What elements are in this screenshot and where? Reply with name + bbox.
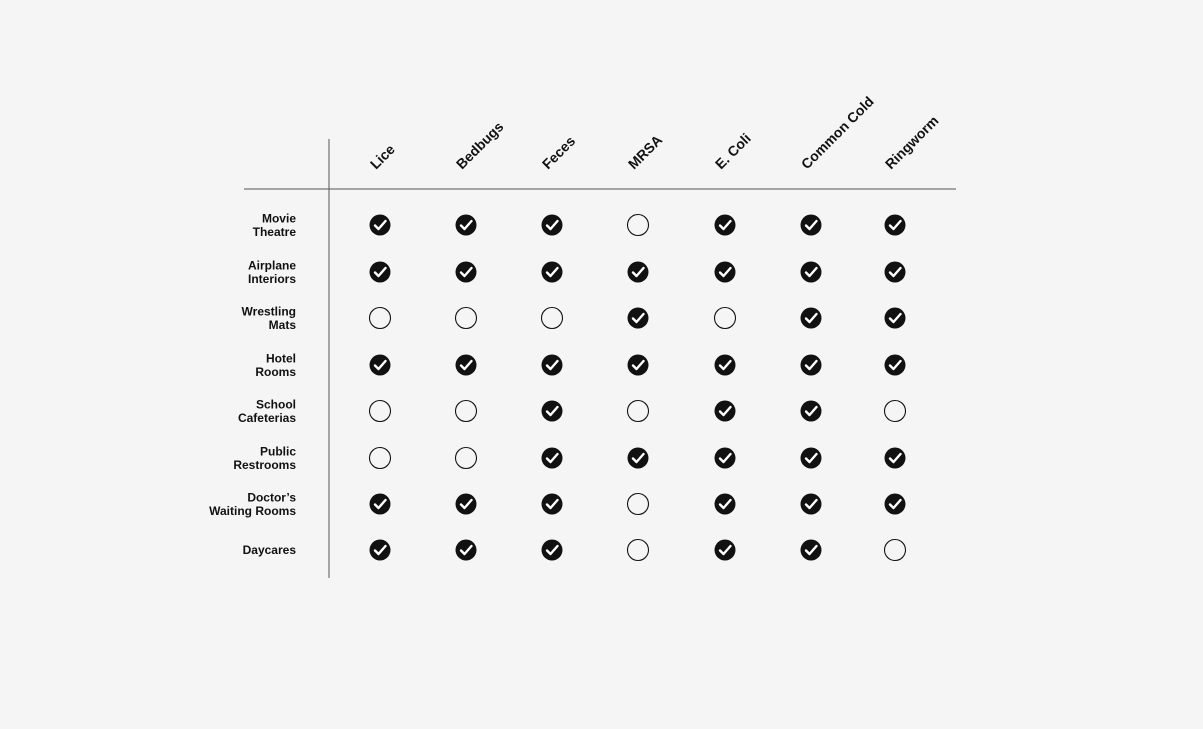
- check-circle-mark: [456, 494, 477, 515]
- check-filled-icon: [628, 308, 649, 329]
- check-filled-icon: [801, 355, 822, 376]
- row-header-line: Interiors: [247, 271, 296, 286]
- check-filled-icon: [456, 494, 477, 515]
- empty-circle-icon: [628, 494, 649, 515]
- column-header-lice: Lice: [366, 140, 398, 173]
- empty-circle-icon: [885, 401, 906, 422]
- check-circle-mark: [456, 540, 477, 561]
- column-header-common-cold: Common Cold: [797, 93, 877, 173]
- check-circle-mark: [801, 215, 822, 236]
- check-circle-mark: [885, 262, 906, 283]
- empty-circle-mark: [628, 215, 649, 236]
- check-circle-mark: [801, 448, 822, 469]
- empty-circle-mark: [715, 308, 736, 329]
- row-header-line: Restrooms: [233, 457, 296, 472]
- check-circle-mark: [542, 540, 563, 561]
- check-circle-mark: [801, 494, 822, 515]
- check-circle-mark: [542, 448, 563, 469]
- empty-circle-icon: [370, 308, 391, 329]
- empty-circle-icon: [370, 401, 391, 422]
- row-headers: [209, 211, 296, 557]
- check-circle-mark: [628, 308, 649, 329]
- empty-circle-icon: [456, 401, 477, 422]
- check-filled-icon: [885, 215, 906, 236]
- row-header-public-restrooms: [233, 444, 296, 472]
- check-circle-mark: [456, 355, 477, 376]
- row-header-line: Public: [259, 444, 296, 459]
- check-filled-icon: [885, 448, 906, 469]
- row-header-airplane-interiors: [248, 258, 296, 286]
- empty-circle-icon: [885, 540, 906, 561]
- check-circle-mark: [628, 262, 649, 283]
- empty-circle-mark: [628, 401, 649, 422]
- check-circle-mark: [370, 262, 391, 283]
- check-filled-icon: [456, 215, 477, 236]
- row-header-doctor-s-waiting-rooms: [209, 490, 296, 518]
- check-filled-icon: [801, 448, 822, 469]
- row-header-line: Rooms: [255, 364, 296, 379]
- check-circle-mark: [542, 262, 563, 283]
- row-header-wrestling-mats: [242, 304, 297, 332]
- empty-circle-mark: [885, 540, 906, 561]
- check-circle-mark: [801, 308, 822, 329]
- check-circle-mark: [542, 355, 563, 376]
- row-header-hotel-rooms: [255, 351, 296, 379]
- check-filled-icon: [370, 215, 391, 236]
- row-header-movie-theatre: [253, 211, 297, 239]
- column-headers: [367, 93, 942, 172]
- check-filled-icon: [801, 401, 822, 422]
- check-circle-mark: [801, 355, 822, 376]
- check-filled-icon: [370, 494, 391, 515]
- row-header-line: Cafeterias: [237, 410, 296, 425]
- check-filled-icon: [542, 215, 563, 236]
- check-circle-mark: [542, 215, 563, 236]
- check-circle-mark: [885, 215, 906, 236]
- row-header-school-cafeterias: [238, 397, 296, 425]
- check-filled-icon: [801, 262, 822, 283]
- row-header-line: Waiting Rooms: [209, 503, 296, 518]
- empty-circle-icon: [715, 308, 736, 329]
- matrix-cells: [370, 215, 906, 561]
- check-circle-mark: [715, 355, 736, 376]
- check-filled-icon: [885, 494, 906, 515]
- column-header-ringworm: Ringworm: [881, 112, 942, 173]
- check-filled-icon: [542, 401, 563, 422]
- empty-circle-mark: [628, 540, 649, 561]
- empty-circle-icon: [370, 448, 391, 469]
- check-circle-mark: [801, 262, 822, 283]
- row-header-line: Mats: [268, 317, 296, 332]
- check-circle-mark: [715, 494, 736, 515]
- check-filled-icon: [542, 355, 563, 376]
- check-filled-icon: [801, 494, 822, 515]
- check-filled-icon: [715, 401, 736, 422]
- empty-circle-mark: [885, 401, 906, 422]
- check-circle-mark: [715, 215, 736, 236]
- check-filled-icon: [456, 355, 477, 376]
- check-filled-icon: [715, 262, 736, 283]
- check-circle-mark: [456, 215, 477, 236]
- empty-circle-mark: [370, 401, 391, 422]
- check-filled-icon: [801, 215, 822, 236]
- check-filled-icon: [370, 540, 391, 561]
- empty-circle-icon: [456, 448, 477, 469]
- check-circle-mark: [456, 262, 477, 283]
- empty-circle-mark: [542, 308, 563, 329]
- check-filled-icon: [715, 448, 736, 469]
- check-filled-icon: [628, 355, 649, 376]
- row-header-line: Airplane: [247, 258, 296, 273]
- check-filled-icon: [715, 494, 736, 515]
- row-header-line: Theatre: [252, 224, 296, 239]
- column-header-feces: Feces: [538, 132, 579, 173]
- check-filled-icon: [542, 448, 563, 469]
- check-circle-mark: [370, 540, 391, 561]
- check-filled-icon: [542, 540, 563, 561]
- check-circle-mark: [628, 355, 649, 376]
- check-circle-mark: [715, 401, 736, 422]
- row-header-line: School: [255, 397, 296, 412]
- empty-circle-mark: [456, 308, 477, 329]
- empty-circle-icon: [628, 540, 649, 561]
- check-circle-mark: [370, 355, 391, 376]
- check-circle-mark: [370, 215, 391, 236]
- check-filled-icon: [715, 355, 736, 376]
- row-header-line: Wrestling: [241, 304, 296, 319]
- column-header-mrsa: MRSA: [624, 131, 666, 173]
- empty-circle-mark: [370, 308, 391, 329]
- check-circle-mark: [370, 494, 391, 515]
- check-circle-mark: [885, 448, 906, 469]
- check-filled-icon: [715, 540, 736, 561]
- check-filled-icon: [885, 355, 906, 376]
- check-circle-mark: [715, 448, 736, 469]
- column-header-e-coli: E. Coli: [711, 130, 754, 173]
- empty-circle-mark: [628, 494, 649, 515]
- check-circle-mark: [885, 355, 906, 376]
- check-filled-icon: [885, 308, 906, 329]
- row-header-line: Daycares: [242, 543, 296, 557]
- check-filled-icon: [801, 308, 822, 329]
- check-circle-mark: [715, 262, 736, 283]
- empty-circle-mark: [456, 448, 477, 469]
- check-filled-icon: [801, 540, 822, 561]
- check-filled-icon: [456, 262, 477, 283]
- empty-circle-icon: [628, 401, 649, 422]
- check-circle-mark: [715, 540, 736, 561]
- check-circle-mark: [885, 308, 906, 329]
- check-filled-icon: [370, 262, 391, 283]
- check-circle-mark: [542, 401, 563, 422]
- empty-circle-mark: [456, 401, 477, 422]
- check-filled-icon: [542, 494, 563, 515]
- check-filled-icon: [456, 540, 477, 561]
- empty-circle-icon: [456, 308, 477, 329]
- check-circle-mark: [801, 540, 822, 561]
- empty-circle-icon: [542, 308, 563, 329]
- empty-circle-mark: [370, 448, 391, 469]
- check-filled-icon: [542, 262, 563, 283]
- empty-circle-icon: [628, 215, 649, 236]
- check-filled-icon: [370, 355, 391, 376]
- check-filled-icon: [628, 262, 649, 283]
- check-filled-icon: [715, 215, 736, 236]
- check-filled-icon: [628, 448, 649, 469]
- row-header-line: Movie: [261, 211, 296, 226]
- row-header-daycares: [243, 543, 297, 557]
- row-header-line: Doctor’s: [247, 490, 296, 505]
- check-filled-icon: [885, 262, 906, 283]
- check-circle-mark: [801, 401, 822, 422]
- check-circle-mark: [885, 494, 906, 515]
- check-circle-mark: [542, 494, 563, 515]
- check-circle-mark: [628, 448, 649, 469]
- column-header-bedbugs: Bedbugs: [452, 118, 507, 173]
- row-header-line: Hotel: [266, 351, 296, 366]
